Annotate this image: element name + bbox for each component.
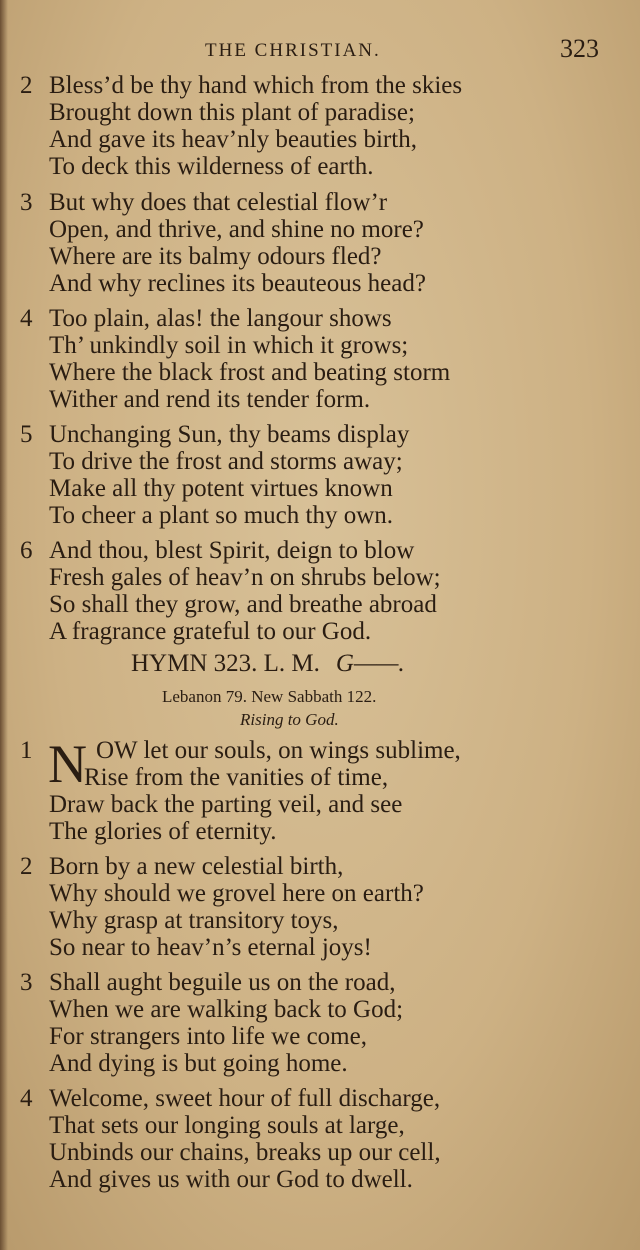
verse-line: To deck this wilderness of earth. — [49, 153, 374, 180]
verse-line: The glories of eternity. — [49, 818, 277, 845]
hymn-author: G——. — [335, 650, 405, 677]
verse-line: Where the black frost and beating storm — [49, 359, 451, 386]
verse-line: Why should we grovel here on earth? — [49, 880, 424, 907]
verse-number: 2 — [20, 72, 33, 99]
drop-cap: N — [48, 734, 87, 794]
verse-line: A fragrance grateful to our God. — [49, 618, 372, 645]
verse-number: 5 — [20, 421, 33, 448]
verse-line: And dying is but going home. — [49, 1050, 348, 1077]
verse-number: 2 — [20, 853, 33, 880]
hymn-subject: Rising to God. — [240, 710, 339, 729]
verse-line: When we are walking back to God; — [49, 996, 404, 1023]
verse-line: And thou, blest Spirit, deign to blow — [49, 537, 415, 564]
verse-line: And gives us with our God to dwell. — [49, 1166, 413, 1193]
hymn-title — [131, 650, 405, 678]
verse-line: So near to heav’n’s eternal joys! — [49, 934, 372, 961]
page-number: 323 — [560, 34, 599, 63]
verse-line: For strangers into life we come, — [49, 1023, 367, 1050]
verse-line: To drive the frost and storms away; — [49, 448, 403, 475]
verse-line: And gave its heav’nly beauties birth, — [49, 126, 417, 153]
verse-line: That sets our longing souls at large, — [49, 1112, 405, 1139]
verse-line: Th’ unkindly soil in which it grows; — [49, 332, 409, 359]
verse-number: 6 — [20, 537, 33, 564]
verse-line: Brought down this plant of paradise; — [49, 99, 415, 126]
verse-line: Wither and rend its tender form. — [49, 386, 371, 413]
verse-line: Where are its balmy odours fled? — [49, 243, 382, 270]
verse-line: So shall they grow, and breathe abroad — [49, 591, 437, 618]
verse-line: Unchanging Sun, thy beams display — [49, 421, 410, 448]
tune-references: Lebanon 79. New Sabbath 122. — [162, 687, 377, 706]
verse-line: Unbinds our chains, breaks up our cell, — [49, 1139, 441, 1166]
page-gutter-shadow — [0, 0, 8, 1250]
verse-line: To cheer a plant so much thy own. — [49, 502, 393, 529]
running-head: THE CHRISTIAN. — [205, 40, 381, 61]
verse-line: Born by a new celestial birth, — [49, 853, 344, 880]
verse-line: Rise from the vanities of time, — [84, 764, 389, 791]
verse-line: Bless’d be thy hand which from the skies — [49, 72, 463, 99]
verse-number: 4 — [20, 1085, 33, 1112]
verse-line: Shall aught beguile us on the road, — [49, 969, 396, 996]
verse-line: Welcome, sweet hour of full discharge, — [49, 1085, 441, 1112]
verse-number: 4 — [20, 305, 33, 332]
verse-number: 3 — [20, 189, 33, 216]
verse-line: Make all thy potent virtues known — [49, 475, 393, 502]
verse-line: And why reclines its beauteous head? — [49, 270, 426, 297]
verse-number: 3 — [20, 969, 33, 996]
verse-line: But why does that celestial flow’r — [49, 189, 388, 216]
verse-line: Why grasp at transitory toys, — [49, 907, 339, 934]
verse-line: Fresh gales of heav’n on shrubs below; — [49, 564, 441, 591]
verse-line: Open, and thrive, and shine no more? — [49, 216, 424, 243]
verse-line: Draw back the parting veil, and see — [49, 791, 403, 818]
hymn-number-meter: HYMN 323. L. M. — [131, 650, 320, 677]
verse-line: OW let our souls, on wings sublime, — [96, 737, 461, 764]
verse-line: Too plain, alas! the langour shows — [49, 305, 392, 332]
verse-number: 1 — [20, 737, 33, 764]
